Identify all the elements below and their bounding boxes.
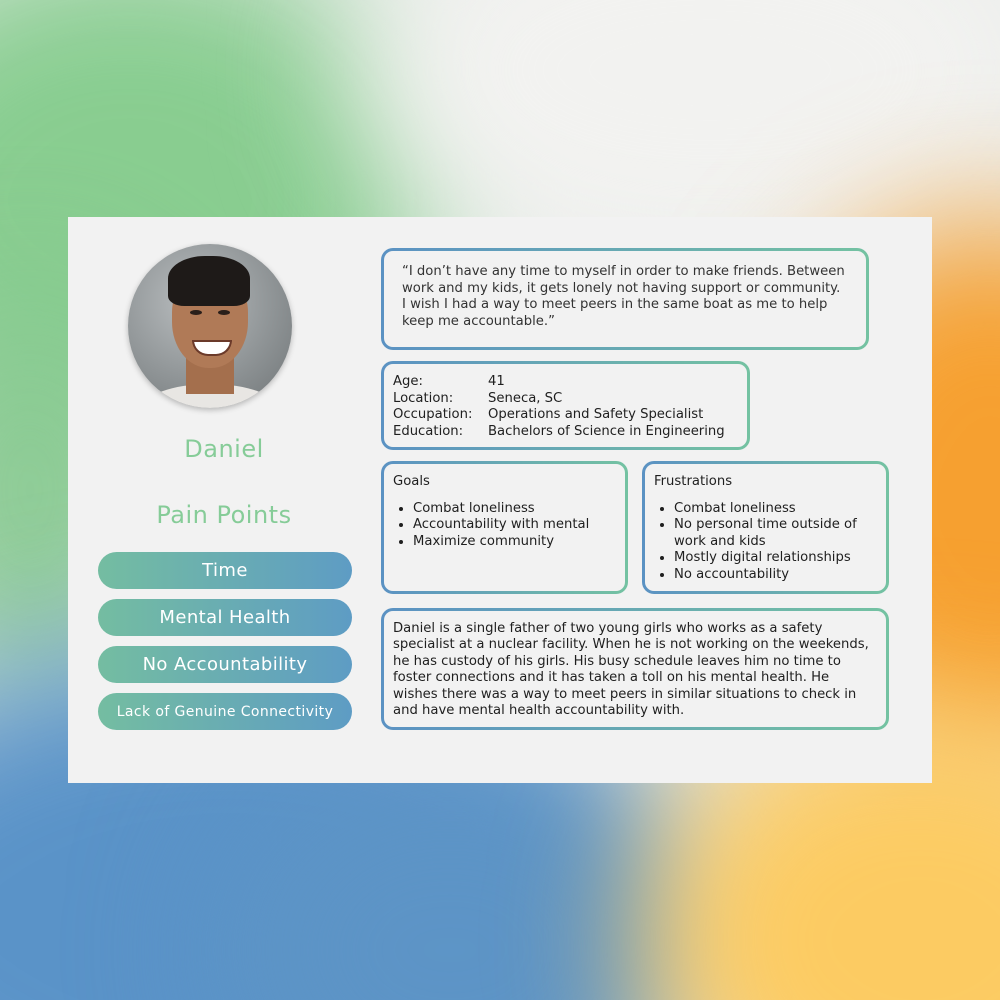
info-label: Occupation:: [393, 407, 473, 423]
quote-text: “I don’t have any time to myself in order to make friends. Between work and my kids, it gets lonely not having support or community. I wish I had a way to meet peers in the same boat as me to help keep me accountable.”: [402, 264, 845, 329]
info-label: Education:: [393, 423, 464, 439]
info-value: Seneca, SC: [488, 390, 563, 406]
list-item: • Combat loneliness: [413, 501, 616, 518]
list-item: • No accountability: [674, 567, 877, 584]
info-value: Operations and Safety Specialist: [488, 407, 704, 423]
goals-title: Goals: [393, 474, 430, 489]
list-item: • Combat loneliness: [674, 501, 877, 518]
frustrations-list: [654, 501, 877, 584]
info-row: [393, 407, 738, 424]
info-value: Bachelors of Science in Engineering: [488, 423, 725, 439]
list-item: • No personal time outside of work and kids: [674, 517, 877, 550]
pain-point-pill: Lack of Genuine Connectivity: [98, 693, 352, 730]
demographics-box: [381, 361, 750, 450]
pain-point-pill: Time: [98, 552, 352, 589]
info-row: [393, 424, 738, 441]
quote-box: [381, 248, 869, 350]
list-item: • Accountability with mental: [413, 517, 616, 534]
frustrations-box: [642, 461, 889, 594]
info-label: Location:: [393, 390, 454, 406]
goals-box: [381, 461, 628, 594]
goals-list: [393, 501, 616, 551]
bio-box: [381, 608, 889, 730]
info-label: Age:: [393, 374, 423, 389]
bio-text: Daniel is a single father of two young girls who works as a safety specialist at a nuclear facility. When he is not working on the weekends, he has custody of his girls. His busy schedule leaves him no time to foster connections and it has taken a toll on his mental health. He wishes there was a way to meet peers in similar situations to check in and have mental health accountability with.: [393, 621, 869, 719]
list-item: • Mostly digital relationships: [674, 550, 877, 567]
list-item: • Maximize community: [413, 534, 616, 551]
info-row: [393, 391, 738, 408]
info-row: [393, 374, 738, 391]
pain-point-pill: No Accountability: [98, 646, 352, 683]
avatar: [128, 244, 292, 408]
info-value: 41: [488, 374, 505, 389]
pain-points-title: Pain Points: [156, 501, 292, 529]
persona-name: Daniel: [184, 435, 264, 463]
persona-card: [68, 217, 932, 783]
frustrations-title: Frustrations: [654, 474, 733, 489]
pain-point-pill: Mental Health: [98, 599, 352, 636]
